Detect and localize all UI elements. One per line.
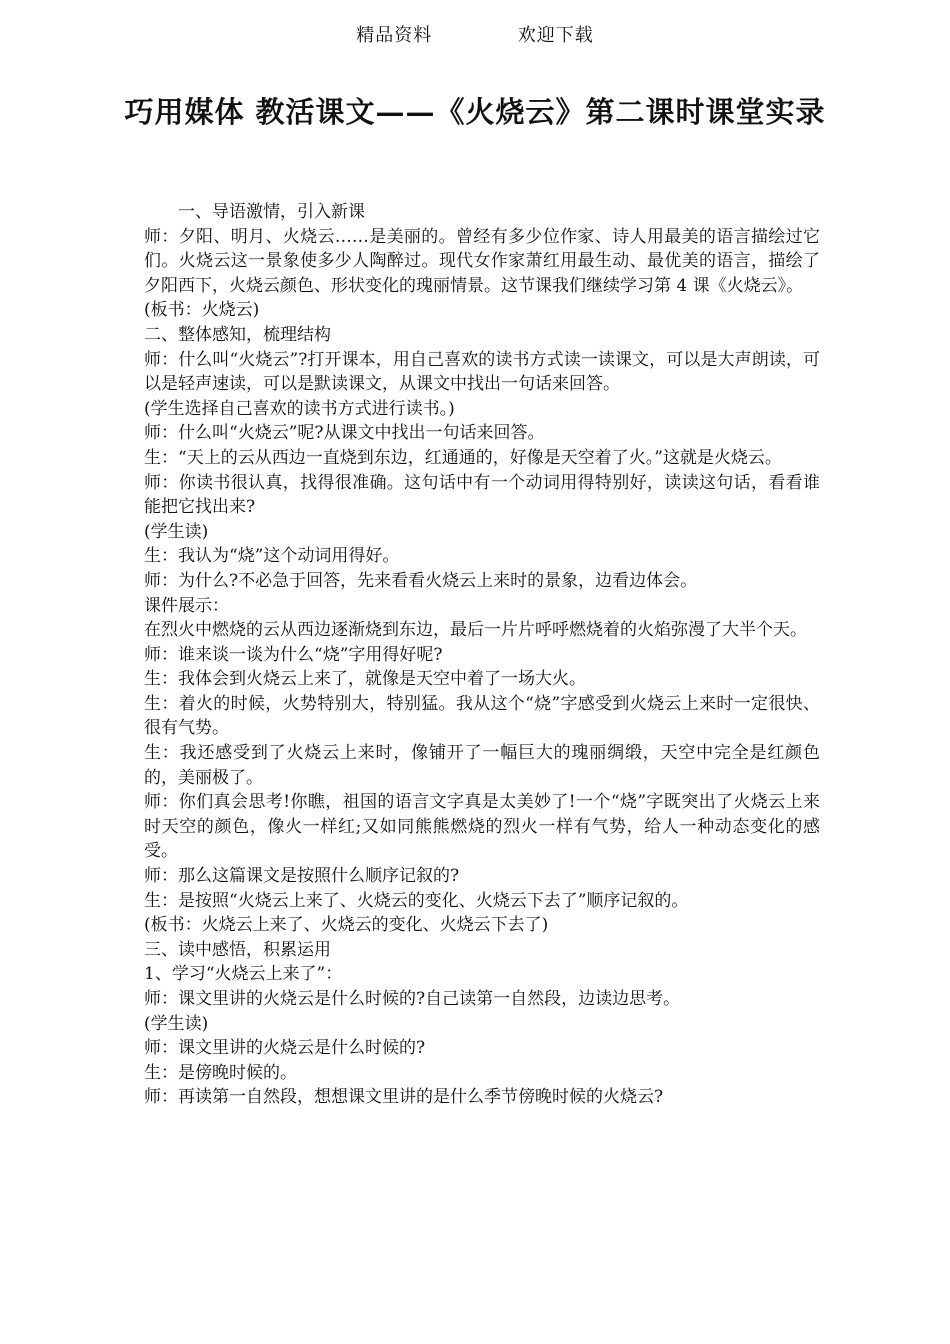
paragraph: (板书：火烧云上来了、火烧云的变化、火烧云下去了) — [144, 915, 549, 936]
section-heading-2: 二、整体感知，梳理结构 — [144, 324, 331, 345]
paragraph: 师：再读第一自然段，想想课文里讲的是什么季节傍晚时候的火烧云? — [144, 1087, 664, 1108]
paragraph: (学生选择自己喜欢的读书方式进行读书。) — [144, 398, 455, 419]
paragraph: 师：什么叫“火烧云”呢?从课文中找出一句话来回答。 — [144, 423, 545, 444]
paragraph: 生：“天上的云从西边一直烧到东边，红通通的，好像是天空着了火。”这就是火烧云。 — [144, 447, 782, 468]
paragraph: 师：课文里讲的火烧云是什么时候的?自己读第一自然段，边读边思考。 — [144, 989, 681, 1009]
paragraph: (板书：火烧云) — [144, 300, 260, 321]
page-header — [0, 22, 950, 50]
paragraph: 师：谁来谈一谈为什么“烧”字用得好呢? — [144, 644, 443, 665]
paragraph: 师：夕阳、明月、火烧云……是美丽的。曾经有多少位作家、诗人用最美的语言描绘过它们。火烧云这一景象使多少人陶醉过。现代女作家萧红用最生动、最优美的语言，描绘了夕阳西下，火烧云颜色、形状变化的瑰丽情景。这节课我们继续学习第 4 课《火烧云》。 — [144, 226, 820, 296]
paragraph: 生：是傍晚时候的。 — [144, 1062, 297, 1083]
document-body — [144, 200, 820, 1110]
paragraph: 师：你读书很认真，找得很准确。这句话中有一个动词用得特别好，读读这句话，看看谁能把它找出来? — [144, 472, 820, 518]
paragraph: 1、学习“火烧云上来了”： — [144, 964, 343, 985]
paragraph: (学生读) — [144, 521, 209, 542]
header-left-text: 精品资料 — [356, 25, 433, 46]
paragraph: 课件展示： — [144, 595, 229, 616]
section-heading-1: 一、导语激情，引入新课 — [178, 202, 365, 222]
paragraph: 师：你们真会思考!你瞧，祖国的语言文字真是太美妙了!一个“烧”字既突出了火烧云上来时天空的颜色，像火一样红;又如同熊熊燃烧的烈火一样有气势，给人一种动态变化的感受。 — [144, 792, 820, 862]
paragraph: 生：是按照“火烧云上来了、火烧云的变化、火烧云下去了”顺序记叙的。 — [144, 890, 689, 911]
paragraph: 生：我认为“烧”这个动词用得好。 — [144, 546, 400, 567]
paragraph: 师：为什么?不必急于回答，先来看看火烧云上来时的景象，边看边体会。 — [144, 570, 698, 591]
paragraph: 生：我还感受到了火烧云上来时，像铺开了一幅巨大的瑰丽绸缎，天空中完全是红颜色的，美丽极了。 — [144, 743, 820, 788]
paragraph: 生：着火的时候，火势特别大，特别猛。我从这个“烧”字感受到火烧云上来时一定很快、很有气势。 — [144, 693, 820, 739]
section-heading-3: 三、读中感悟，积累运用 — [144, 939, 331, 960]
paragraph: 师：那么这篇课文是按照什么顺序记叙的? — [144, 866, 460, 887]
paragraph: 生：我体会到火烧云上来了，就像是天空中着了一场大火。 — [144, 669, 586, 690]
document-title: 巧用媒体 教活课文——《火烧云》第二课时课堂实录 — [124, 95, 826, 129]
paragraph: 师：课文里讲的火烧云是什么时候的? — [144, 1038, 426, 1059]
paragraph: 在烈火中燃烧的云从西边逐渐烧到东边，最后一片片呼呼燃烧着的火焰弥漫了大半个天。 — [144, 620, 807, 641]
header-right-text: 欢迎下载 — [517, 25, 594, 46]
paragraph: (学生读) — [144, 1013, 209, 1034]
paragraph: 师：什么叫“火烧云”?打开课本，用自己喜欢的读书方式读一读课文，可以是大声朗读，可以是轻声速读，可以是默读课文，从课文中找出一句话来回答。 — [144, 349, 820, 395]
